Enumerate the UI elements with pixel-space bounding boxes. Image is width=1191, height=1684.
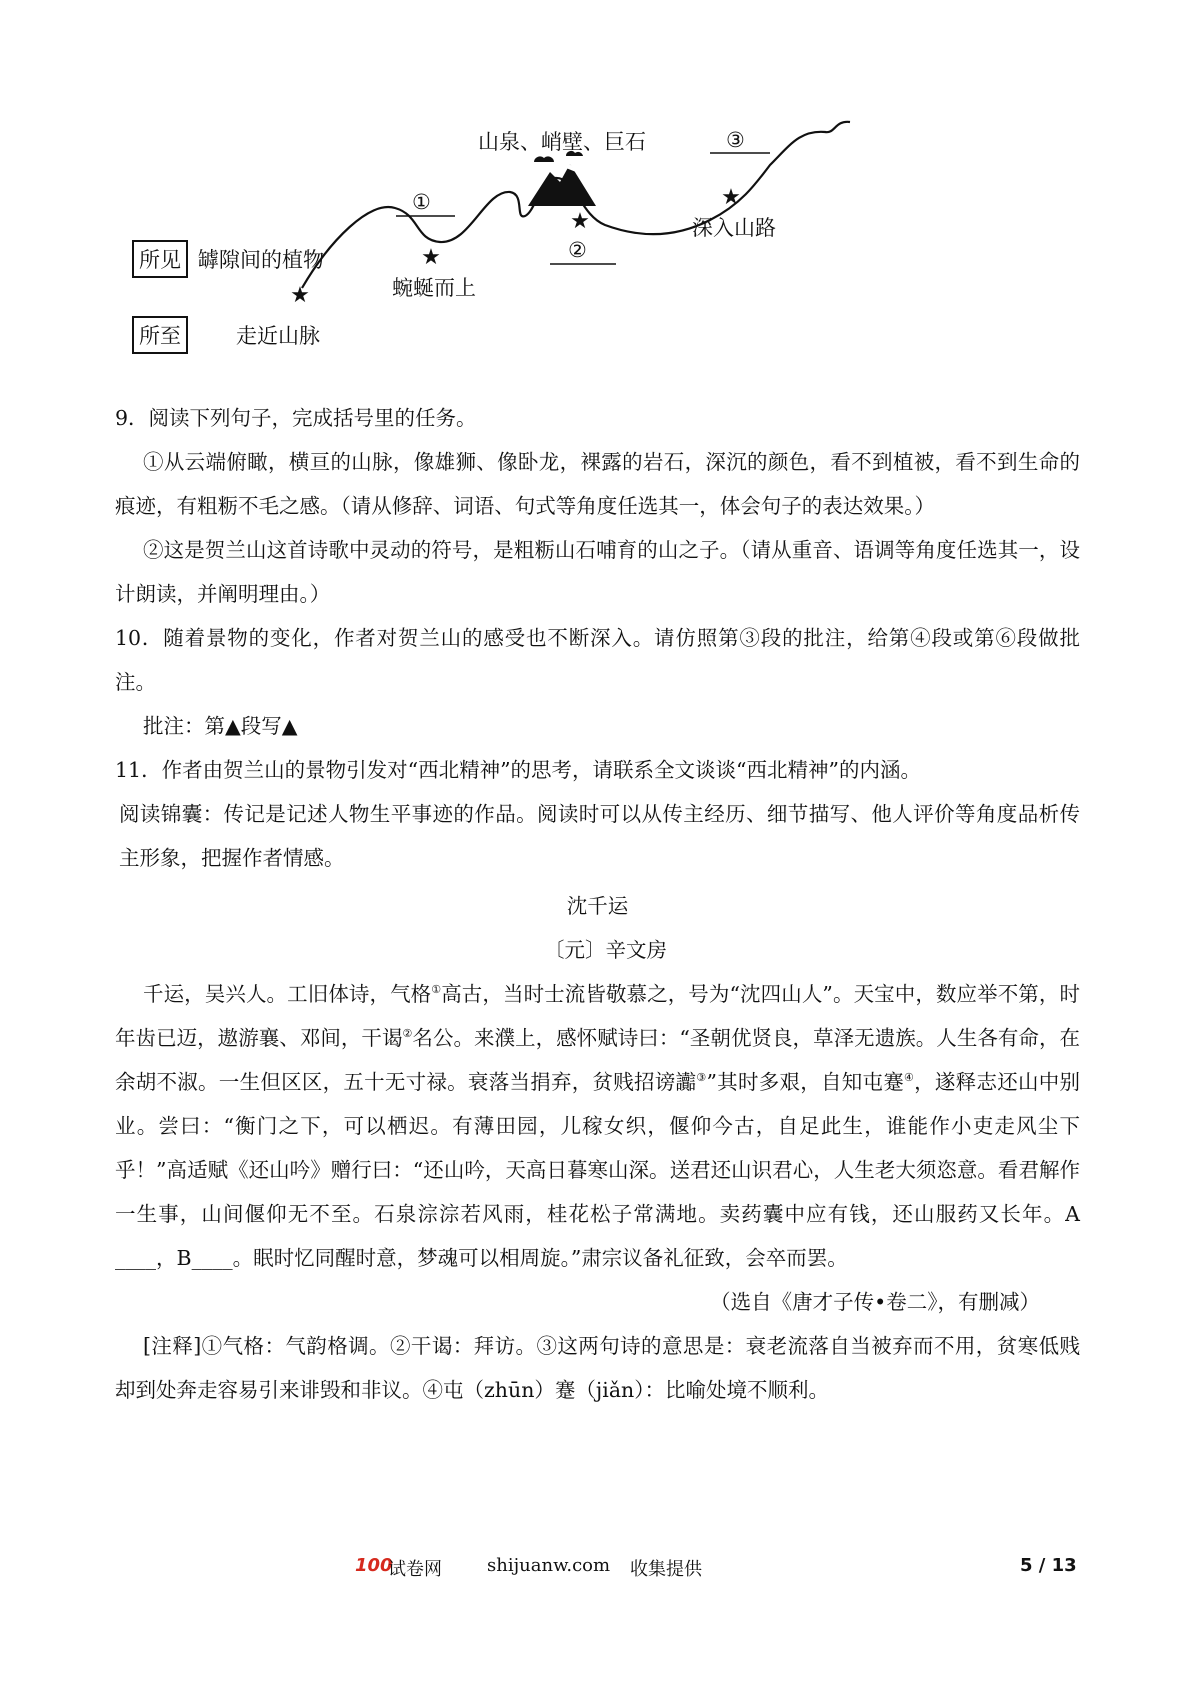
page-footer <box>0 1555 1191 1585</box>
question-9-sentence-2: ②这是贺兰山这首诗歌中灵动的符号，是粗粝山石哺育的山之子。（请从重音、语调等角度任选其一，设计朗读，并阐明理由。） <box>115 538 1080 606</box>
footer-url: shijuanw.com <box>487 1555 611 1576</box>
questions-block <box>115 396 1080 1412</box>
passage-text: ，遂释志还山中别业。尝曰：“衡门之下，可以栖迟。有薄田园，儿稼女织，偃仰今古，自足此生，谁能作小吏走风尘下乎！”高适赋《还山吟》赠行曰：“还山吟，天高日暮寒山深。送君还山识君心，人生老大须恣意。看君解作一生事，山间偃仰无不至。石泉淙淙若风雨，桂花松子常满地。卖药囊中应有钱，还山服药又长年。A ____，B____。眠时忆同醒时意，梦魂可以相周旋。”肃宗议备礼征致，会卒而罢。 <box>115 1070 1080 1270</box>
page-number: 5 / 13 <box>1020 1555 1077 1576</box>
label-circle-3: ③ <box>726 128 745 152</box>
route-diagram <box>130 120 930 390</box>
passage-notes: [注释]①气格：气韵格调。②干谒：拜访。③这两句诗的意思是：衰老流落自当被弃而不用，贫寒低贱却到处奔走容易引来诽毁和非议。④屯（zhūn）蹇（jiǎn）：比喻处境不顺利。 <box>115 1334 1080 1402</box>
passage-text: ”其时多艰，自知屯蹇 <box>706 1070 905 1094</box>
star-icon: ★ <box>290 283 310 308</box>
box-reach: 所至 <box>132 316 188 354</box>
question-11: 11．作者由贺兰山的景物引发对“西北精神”的思考，请联系全文谈谈“西北精神”的内涵。 <box>115 758 922 782</box>
mountain-icon <box>528 151 596 206</box>
note-marker: ② <box>402 1027 413 1041</box>
footer-provided: 收集提供 <box>630 1559 702 1580</box>
passage-text: 名公。来濮上，感怀赋诗曰：“圣朝优贤良，草泽无遗族。人生各有命，在余胡不淑。一生但区区，五十无寸禄。衰落当捐弃，贫贱招谤讟 <box>115 1026 1081 1094</box>
note-marker: ③ <box>696 1071 707 1085</box>
site-logo: 100 <box>355 1555 393 1576</box>
passage-body <box>115 972 1080 1280</box>
footer-site-name: 试卷网 <box>388 1559 442 1580</box>
box-seen: 所见 <box>132 240 188 278</box>
passage-author: 〔元〕辛文房 <box>544 938 667 962</box>
passage-title: 沈千运 <box>566 894 629 918</box>
passage-source: （选自《唐才子传•卷二》，有删减） <box>710 1290 1040 1314</box>
label-reach-mountain: 走近山脉 <box>236 324 320 348</box>
star-icon: ★ <box>421 245 441 270</box>
question-10: 10．随着景物的变化，作者对贺兰山的感受也不断深入。请仿照第③段的批注，给第④段或第⑥段做批注。 <box>115 626 1080 694</box>
note-marker: ④ <box>904 1071 915 1085</box>
question-9: 9．阅读下列句子，完成括号里的任务。 <box>115 406 477 430</box>
question-9-sentence-1: ①从云端俯瞰，横亘的山脉，像雄狮、像卧龙，裸露的岩石，深沉的颜色，看不到植被，看不到生命的痕迹，有粗粝不毛之感。（请从修辞、词语、句式等角度任选其一，体会句子的表达效果。） <box>115 450 1080 518</box>
label-climb: 蜿蜒而上 <box>392 276 476 300</box>
question-10-annotation: 批注：第▲段写▲ <box>143 714 298 738</box>
reading-tip: 阅读锦囊：传记是记述人物生平事迹的作品。阅读时可以从传主经历、细节描写、他人评价等角度品析传主形象，把握作者情感。 <box>119 802 1080 870</box>
note-marker: ① <box>431 983 442 997</box>
passage-text: 高古，当时士流皆敬慕之，号为“沈四山人”。天宝中，数应举不第，时年齿已迈，遨游襄、邓间，干谒 <box>115 982 1080 1050</box>
label-road: 深入山路 <box>692 216 776 240</box>
star-icon: ★ <box>721 185 741 210</box>
passage-text: 千运，吴兴人。工旧体诗，气格 <box>143 982 432 1006</box>
label-circle-2: ② <box>568 238 587 262</box>
star-icon: ★ <box>570 209 590 234</box>
label-peak: 山泉、峭壁、巨石 <box>478 130 646 154</box>
label-circle-1: ① <box>412 190 431 214</box>
label-seen-plants: 罅隙间的植物 <box>198 248 324 272</box>
